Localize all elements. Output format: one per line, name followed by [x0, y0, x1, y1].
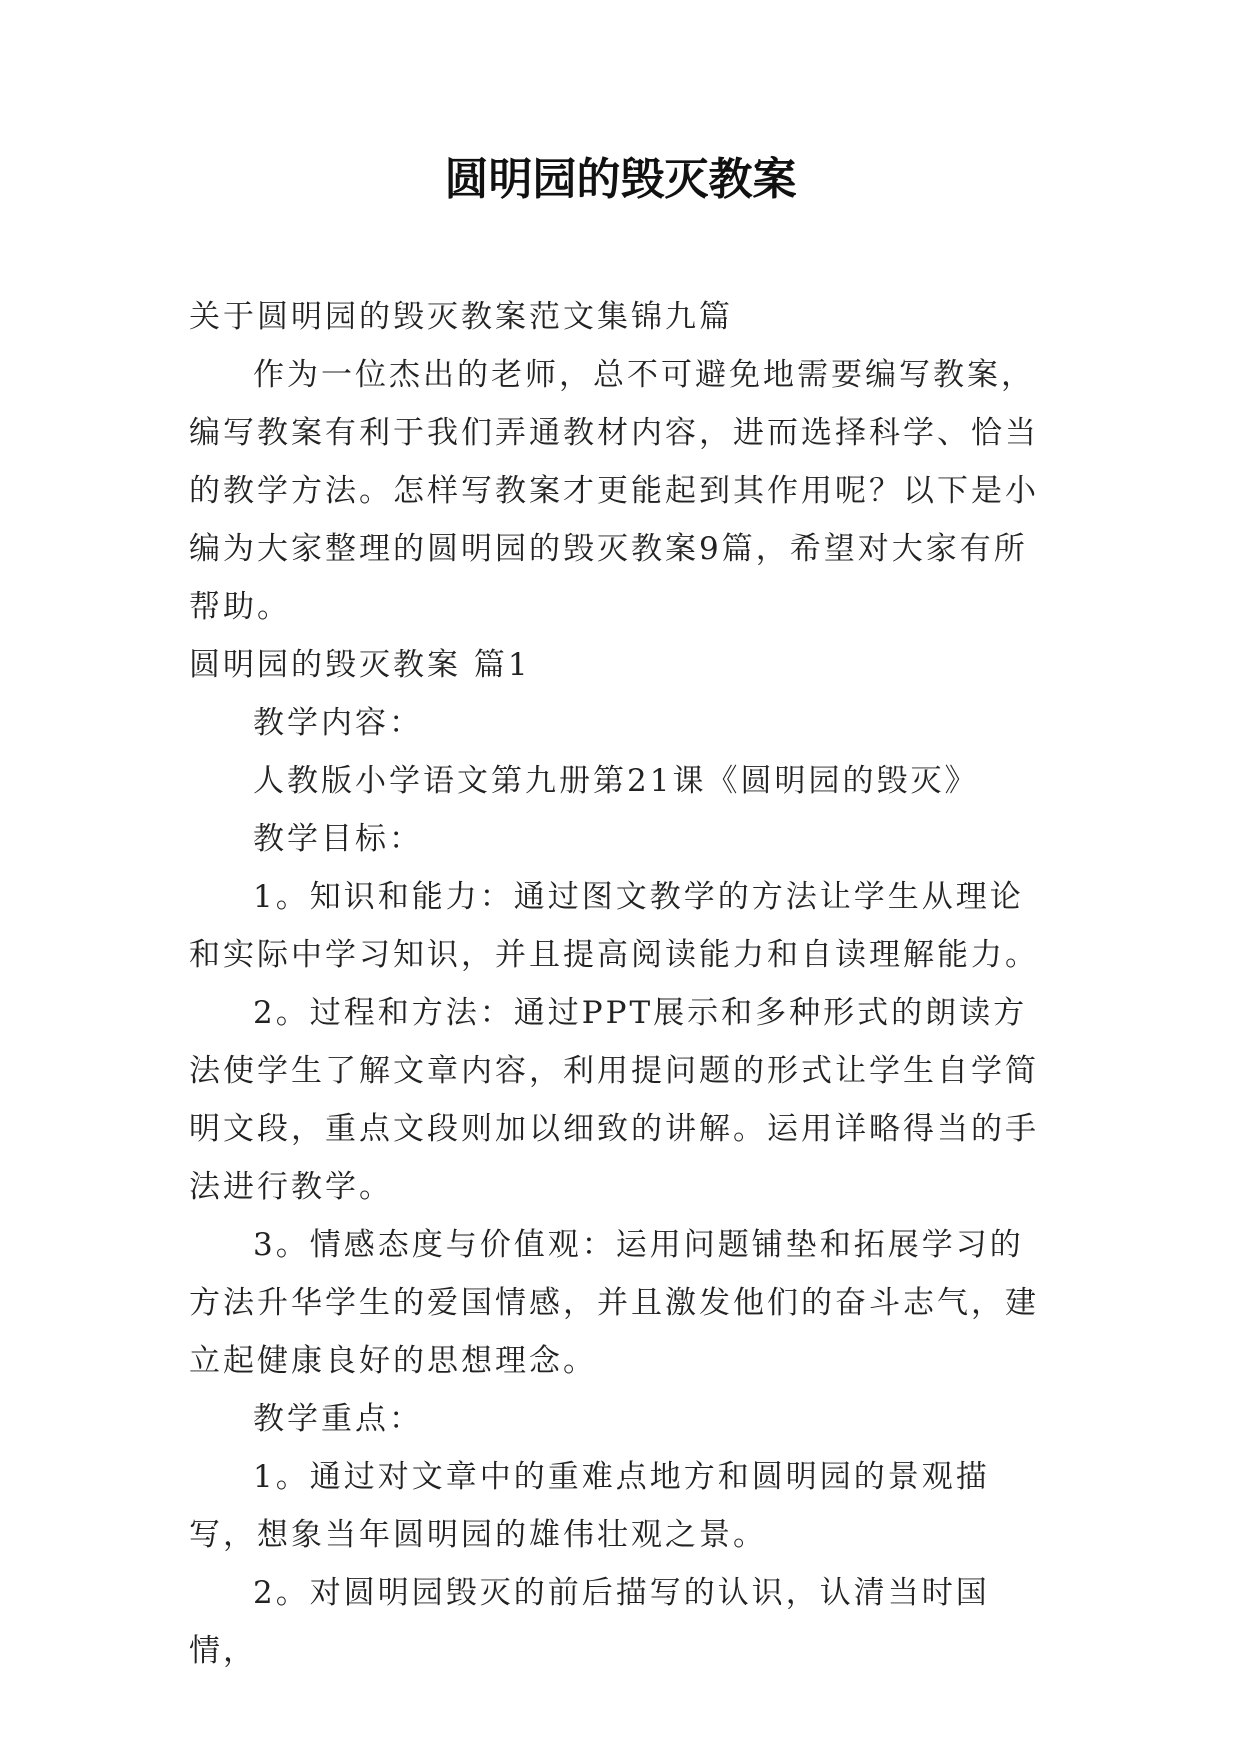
paragraph-intro: 作为一位杰出的老师，总不可避免地需要编写教案，编写教案有利于我们弄通教材内容，进而选择科学、恰当的教学方法。怎样写教案才更能起到其作用呢？以下是小编为大家整理的圆明园的毁灭教案9篇，希望对大家有所帮助。 [189, 357, 1039, 625]
teaching-focus-label: 教学重点： [253, 1401, 423, 1437]
teaching-content-label: 教学内容： [253, 705, 423, 741]
goal-item-2: 2。过程和方法：通过PPT展示和多种形式的朗读方法使学生了解文章内容，利用提问题的形式让学生自学简明文段，重点文段则加以细致的讲解。运用详略得当的手法进行教学。 [189, 995, 1039, 1205]
section-heading: 圆明园的毁灭教案 篇1 [189, 647, 531, 683]
document-title: 圆明园的毁灭教案 [444, 154, 797, 205]
paragraph-intro-heading: 关于圆明园的毁灭教案范文集锦九篇 [189, 299, 733, 335]
focus-item-2: 2。对圆明园毁灭的前后描写的认识，认清当时国情， [189, 1575, 990, 1669]
teaching-content-text: 人教版小学语文第九册第21课《圆明园的毁灭》 [253, 763, 979, 799]
goal-item-1: 1。知识和能力：通过图文教学的方法让学生从理论和实际中学习知识，并且提高阅读能力和自读理解能力。 [189, 879, 1039, 973]
document-body [189, 288, 1049, 1680]
teaching-goals-label: 教学目标： [253, 821, 423, 857]
focus-item-1: 1。通过对文章中的重难点地方和圆明园的景观描写，想象当年圆明园的雄伟壮观之景。 [189, 1459, 990, 1553]
goal-item-3: 3。情感态度与价值观：运用问题铺垫和拓展学习的方法升华学生的爱国情感，并且激发他们的奋斗志气，建立起健康良好的思想理念。 [189, 1227, 1039, 1379]
